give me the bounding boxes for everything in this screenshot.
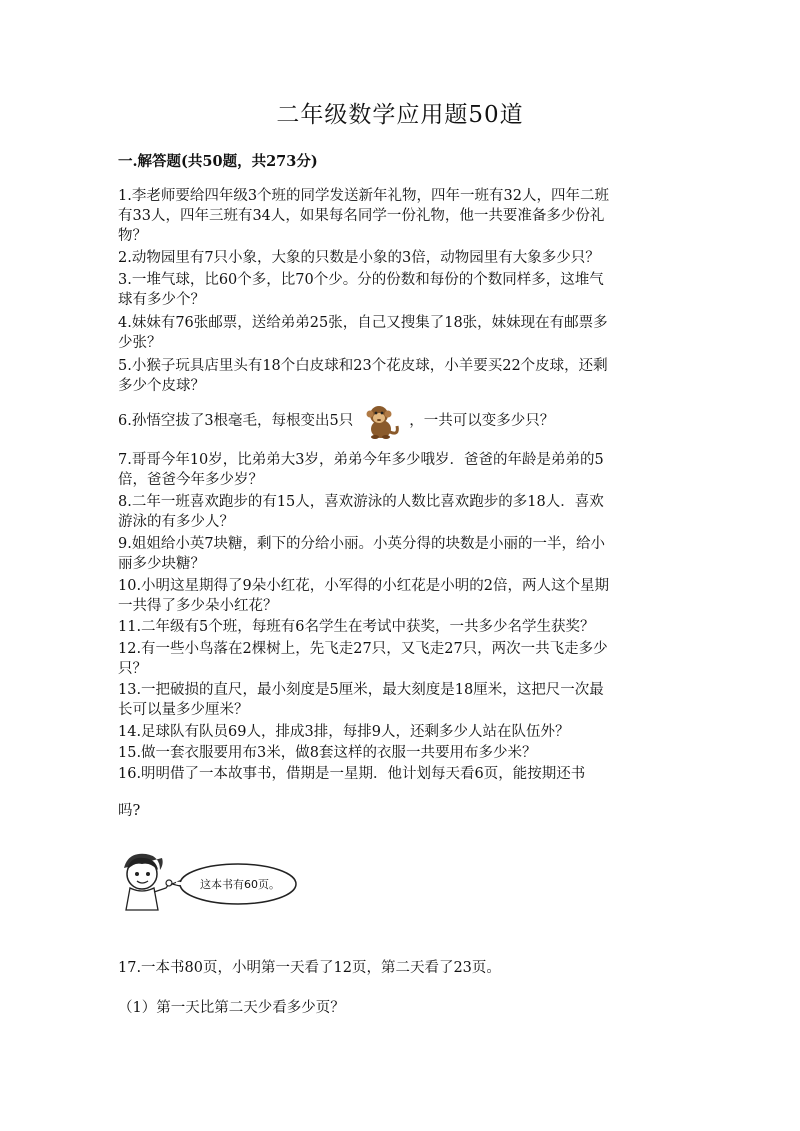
question-line: 13.一把破损的直尺，最小刻度是5厘米，最大刻度是18厘米，这把尺一次最: [118, 682, 604, 698]
question-line: （1）第一天比第二天少看多少页？: [118, 1000, 345, 1016]
question-line: 9.姐姐给小英7块糖，剩下的分给小丽。小英分得的块数是小丽的一半，给小: [118, 536, 606, 552]
question-9: [118, 534, 688, 574]
question-line: 7.哥哥今年10岁，比弟弟大3岁，弟弟今年多少哦岁．爸爸的年龄是弟弟的5: [118, 452, 604, 468]
question-line: 2.动物园里有7只小象，大象的只数是小象的3倍，动物园里有大象多少只？: [118, 250, 600, 266]
question-line: 吗?: [118, 803, 141, 819]
question-line: 10.小明这星期得了9朵小红花，小军得的小红花是小明的2倍，两人这个星期: [118, 578, 610, 594]
page-title: 二年级数学应用题50道: [276, 102, 524, 128]
question-11: [118, 617, 688, 637]
question-line: 只？: [118, 661, 147, 677]
question-16-continued: [118, 801, 688, 821]
boy-speech-illustration: [120, 850, 310, 916]
question-line: 4.妹妹有76张邮票，送给弟弟25张，自己又搜集了18张，妹妹现在有邮票多: [118, 315, 608, 331]
question-line: 丽多少块糖？: [118, 556, 205, 572]
question-7: [118, 450, 688, 490]
question-line: 游泳的有多少人？: [118, 514, 234, 530]
question-6: [118, 402, 688, 440]
question-line: 1.李老师要给四年级3个班的同学发送新年礼物，四年一班有32人，四年二班: [118, 188, 610, 204]
question-line: 3.一堆气球，比60个多，比70个少。分的份数和每份的个数同样多，这堆气: [118, 272, 604, 288]
question-line: 5.小猴子玩具店里头有18个白皮球和23个花皮球，小羊要买22个皮球，还剩: [118, 358, 608, 374]
question-12: [118, 639, 688, 679]
question-line: 16.明明借了一本故事书，借期是一星期．他计划每天看6页，能按期还书: [118, 766, 586, 782]
question-13: [118, 680, 688, 720]
question-line: 17.一本书80页，小明第一天看了12页，第二天看了23页。: [118, 960, 501, 976]
question-2: [118, 248, 688, 268]
question-1: [118, 186, 688, 246]
question-line: 倍，爸爸今年多少岁？: [118, 472, 263, 488]
question-6-part1: 6.孙悟空拔了3根毫毛，每根变出5只: [118, 413, 354, 429]
question-line: 8.二年一班喜欢跑步的有15人，喜欢游泳的人数比喜欢跑步的多18人．喜欢: [118, 494, 604, 510]
question-14: [118, 722, 688, 742]
question-8: [118, 492, 688, 532]
question-17: [118, 958, 688, 978]
question-6-part2: ，一共可以变多少只？: [409, 413, 555, 429]
question-line: 一共得了多少朵小红花？: [118, 598, 278, 614]
question-line: 14.足球队有队员69人，排成3排，每排9人，还剩多少人站在队伍外？: [118, 724, 570, 740]
question-line: 长可以量多少厘米？: [118, 702, 249, 718]
question-4: [118, 313, 688, 353]
monkey-picture: [359, 402, 403, 440]
question-line: 有33人，四年三班有34人，如果每名同学一份礼物，他一共要准备多少份礼: [118, 208, 605, 224]
question-line: 物？: [118, 228, 147, 244]
question-line: 12.有一些小鸟落在2棵树上，先飞走27只，又飞走27只，两次一共飞走多少: [118, 641, 608, 657]
question-line: 少张？: [118, 335, 162, 351]
question-16: [118, 764, 688, 784]
question-3: [118, 270, 688, 310]
question-line: 15.做一套衣服要用布3米，做8套这样的衣服一共要用布多少米？: [118, 745, 537, 761]
speech-bubble-text: 这本书有60页。: [200, 878, 280, 891]
question-line: 11.二年级有5个班，每班有6名学生在考试中获奖，一共多少名学生获奖？: [118, 619, 595, 635]
question-15: [118, 743, 688, 763]
section-heading: 一.解答题(共50题，共273分): [118, 153, 318, 170]
question-5: [118, 356, 688, 396]
question-17-part-1: [118, 998, 688, 1018]
question-line: 多少个皮球？: [118, 378, 205, 394]
question-10: [118, 576, 688, 616]
question-line: 球有多少个？: [118, 292, 205, 308]
